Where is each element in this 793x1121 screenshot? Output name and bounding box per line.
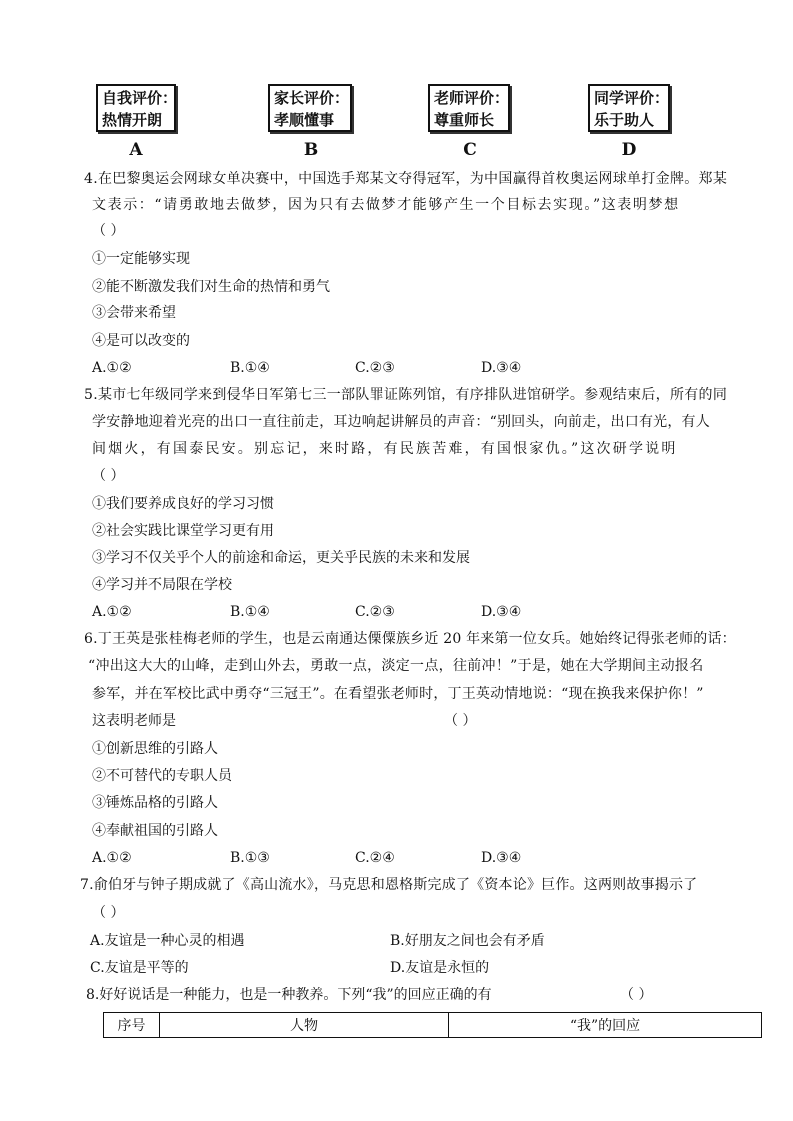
table-header-index: 序号 [104,1013,160,1038]
q6-option-a[interactable]: A.①② [92,850,132,866]
q4-statement: ②能不断激发我们对生命的热情和勇气 [92,279,330,295]
q6-statement: ①创新思维的引路人 [92,741,218,757]
q5-statement: ④学习并不局限在学校 [92,577,232,593]
q6-answer-paren: （ ） [444,713,477,729]
q6-statement: ②不可替代的专职人员 [92,768,232,784]
q8-answer-paren: （ ） [620,987,653,1003]
q5-answer-paren: （ ） [92,468,125,484]
q5-statement: ②社会实践比课堂学习更有用 [92,523,274,539]
q6-stem-line: “冲出这大大的山峰，走到山外去，勇敢一点，淡定一点，往前冲！”于是，她在大学期间主动报名 [88,658,704,674]
evaluation-title: 家长评价： [274,89,350,107]
q6-option-b[interactable]: B.①③ [230,850,270,866]
q7-stem-line: 7.俞伯牙与钟子期成就了《高山流水》，马克思和恩格斯完成了《资本论》巨作。这两则故事揭示了 [80,877,698,893]
q5-statement: ①我们要养成良好的学习习惯 [92,496,274,512]
q5-stem-line: 间烟火，有国泰民安。别忘记，来时路，有民族苦难，有国恨家仇。”这次研学说明 [92,441,678,457]
evaluation-card-b [268,84,352,132]
q4-answer-paren: （ ） [92,223,125,239]
q4-option-d[interactable]: D.③④ [481,360,522,376]
q7-option-d[interactable]: D.友谊是永恒的 [390,960,490,976]
evaluation-letter: A [129,140,143,160]
q6-option-d[interactable]: D.③④ [481,850,522,866]
q5-option-a[interactable]: A.①② [92,604,132,620]
q6-option-c[interactable]: C.②④ [355,850,395,866]
q4-option-a[interactable]: A.①② [92,360,132,376]
evaluation-title: 同学评价： [594,89,670,107]
q6-stem-line: 6.丁王英是张桂梅老师的学生，也是云南通达傈僳族乡近 20 年来第一位女兵。她始终记得张老师的话： [84,631,736,647]
evaluation-card-a [96,84,176,132]
q5-stem-line: 5.某市七年级同学来到侵华日军第七三一部队罪证陈列馆，有序排队进馆研学。参观结束后，所有的同 [84,387,728,403]
evaluation-content: 孝顺懂事 [274,111,335,129]
q7-option-a[interactable]: A.友谊是一种心灵的相遇 [90,933,245,949]
evaluation-card-c [428,84,510,132]
q5-option-c[interactable]: C.②③ [355,604,395,620]
q5-option-d[interactable]: D.③④ [481,604,522,620]
evaluation-card-d [588,84,670,132]
q8-table [103,1012,762,1038]
q7-option-b[interactable]: B.好朋友之间也会有矛盾 [390,933,545,949]
q5-statement: ③学习不仅关乎个人的前途和命运，更关乎民族的未来和发展 [92,550,470,566]
q7-answer-paren: （ ） [92,905,125,921]
q4-statement: ③会带来希望 [92,305,176,321]
q8-stem-line: 8.好好说话是一种能力，也是一种教养。下列“我”的回应正确的有 [86,987,492,1003]
q5-stem-line: 学安静地迎着光亮的出口一直往前走，耳边响起讲解员的声音：“别回头，向前走，出口有光，有人 [92,414,710,430]
q4-statement: ④是可以改变的 [92,333,190,349]
table-header-person: 人物 [160,1013,449,1038]
evaluation-content: 热情开朗 [102,111,163,129]
q4-stem-line: 4.在巴黎奥运会网球女单决赛中，中国选手郑某文夺得冠军，为中国赢得首枚奥运网球单打金牌。郑某 [84,171,728,187]
q7-option-c[interactable]: C.友谊是平等的 [90,960,189,976]
evaluation-letter: D [621,140,637,160]
evaluation-title: 自我评价： [102,89,178,107]
q6-stem-line: 参军，并在军校比武中勇夺“三冠王”。在看望张老师时，丁王英动情地说：“现在换我来保护你！” [92,686,704,702]
q6-statement: ④奉献祖国的引路人 [92,823,218,839]
q6-stem-line: 这表明老师是 [92,713,176,729]
q5-option-b[interactable]: B.①④ [230,604,270,620]
evaluation-letter: C [463,140,477,160]
evaluation-letter: B [303,140,319,160]
q4-option-b[interactable]: B.①④ [230,360,270,376]
evaluation-content: 乐于助人 [594,111,655,129]
q4-stem-line: 文表示：“请勇敢地去做梦，因为只有去做梦才能够产生一个目标去实现。”这表明梦想 [92,197,680,213]
q6-statement: ③锤炼品格的引路人 [92,795,218,811]
table-header-response: “我”的回应 [449,1013,762,1038]
evaluation-title: 老师评价： [434,89,510,107]
table-header-row [104,1013,762,1038]
evaluation-content: 尊重师长 [434,111,495,129]
q4-option-c[interactable]: C.②③ [355,360,395,376]
q4-statement: ①一定能够实现 [92,251,190,267]
